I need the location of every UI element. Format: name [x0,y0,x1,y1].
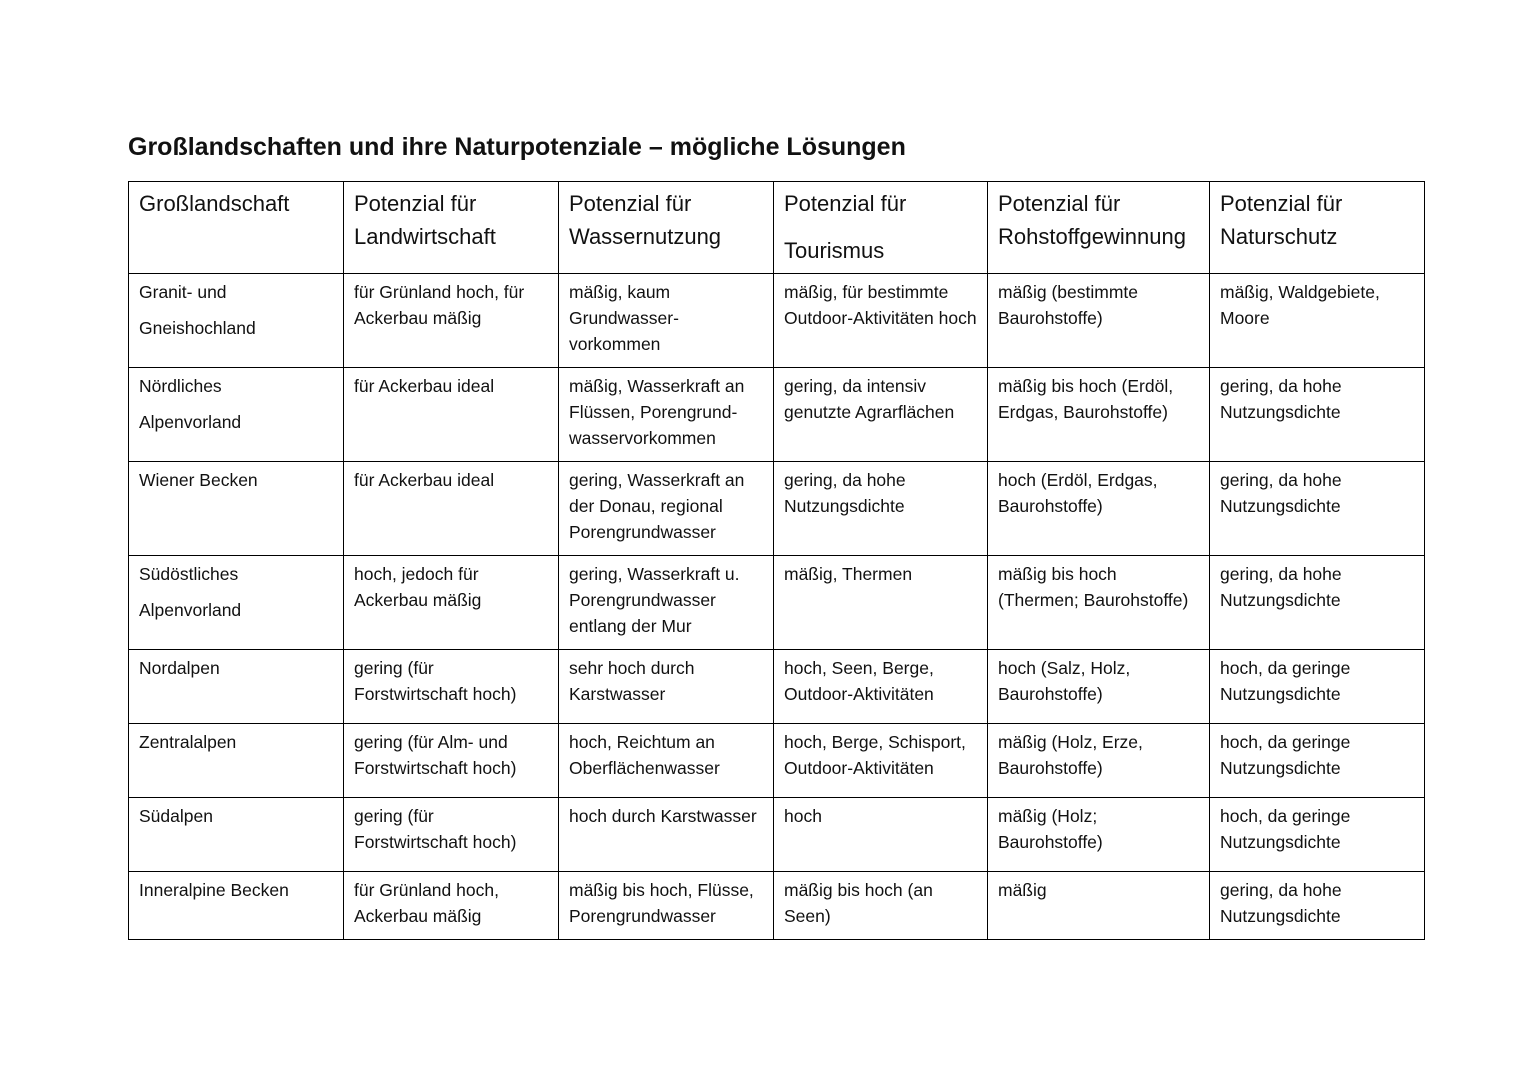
cell-landscape: Nordalpen [129,650,344,724]
header-tourismus: Potenzial für Tourismus [774,182,988,274]
cell-naturschutz: gering, da hohe Nutzungsdichte [1210,368,1425,462]
cell-landwirtschaft: gering (für Forstwirtschaft hoch) [344,650,559,724]
cell-tourismus: mäßig, für bestimmte Outdoor-Aktivitäten hoch [774,274,988,368]
cell-tourismus: hoch [774,798,988,872]
cell-landscape: Inneralpine Becken [129,872,344,940]
cell-landwirtschaft: für Grünland hoch, Ackerbau mäßig [344,872,559,940]
cell-rohstoff: mäßig (bestimmte Baurohstoffe) [988,274,1210,368]
cell-landscape: Granit- und Gneishochland [129,274,344,368]
cell-wassernutzung: mäßig, Wasserkraft an Flüssen, Porengrund-wasservorkommen [559,368,774,462]
cell-tourismus: mäßig bis hoch (an Seen) [774,872,988,940]
table-row [129,872,1425,940]
table-header-row [129,182,1425,274]
cell-wassernutzung: gering, Wasserkraft u. Porengrundwasser entlang der Mur [559,556,774,650]
cell-naturschutz: mäßig, Waldgebiete, Moore [1210,274,1425,368]
cell-tourismus: mäßig, Thermen [774,556,988,650]
cell-tourismus: gering, da intensiv genutzte Agrarflächen [774,368,988,462]
cell-wassernutzung: sehr hoch durch Karstwasser [559,650,774,724]
table-row [129,368,1425,462]
cell-wassernutzung: mäßig bis hoch, Flüsse, Porengrundwasser [559,872,774,940]
cell-wassernutzung: hoch durch Karstwasser [559,798,774,872]
cell-naturschutz: hoch, da geringe Nutzungsdichte [1210,724,1425,798]
cell-naturschutz: gering, da hohe Nutzungsdichte [1210,872,1425,940]
cell-wassernutzung: mäßig, kaum Grundwasser-vorkommen [559,274,774,368]
header-landwirtschaft: Potenzial für Landwirtschaft [344,182,559,274]
header-rohstoffgewinnung: Potenzial für Rohstoffgewinnung [988,182,1210,274]
cell-naturschutz: gering, da hohe Nutzungsdichte [1210,556,1425,650]
cell-landscape: Südöstliches Alpenvorland [129,556,344,650]
cell-rohstoff: mäßig bis hoch (Erdöl, Erdgas, Baurohstoffe) [988,368,1210,462]
cell-landwirtschaft: für Ackerbau ideal [344,368,559,462]
cell-tourismus: hoch, Seen, Berge, Outdoor-Aktivitäten [774,650,988,724]
table-row [129,724,1425,798]
cell-naturschutz: gering, da hohe Nutzungsdichte [1210,462,1425,556]
cell-wassernutzung: hoch, Reichtum an Oberflächenwasser [559,724,774,798]
cell-rohstoff: hoch (Salz, Holz, Baurohstoffe) [988,650,1210,724]
table-row [129,556,1425,650]
cell-rohstoff: mäßig (Holz, Erze, Baurohstoffe) [988,724,1210,798]
table-row [129,274,1425,368]
cell-landwirtschaft: gering (für Alm- und Forstwirtschaft hoch) [344,724,559,798]
cell-landwirtschaft: hoch, jedoch für Ackerbau mäßig [344,556,559,650]
cell-rohstoff: mäßig bis hoch (Thermen; Baurohstoffe) [988,556,1210,650]
cell-landwirtschaft: für Ackerbau ideal [344,462,559,556]
page-title: Großlandschaften und ihre Naturpotenziale – mögliche Lösungen [128,133,906,161]
header-wassernutzung: Potenzial für Wassernutzung [559,182,774,274]
cell-naturschutz: hoch, da geringe Nutzungsdichte [1210,798,1425,872]
cell-rohstoff: mäßig [988,872,1210,940]
cell-tourismus: gering, da hohe Nutzungsdichte [774,462,988,556]
table-row [129,650,1425,724]
cell-landscape: Zentralalpen [129,724,344,798]
table-row [129,462,1425,556]
potential-table [128,181,1425,940]
cell-landwirtschaft: gering (für Forstwirtschaft hoch) [344,798,559,872]
cell-landscape: Wiener Becken [129,462,344,556]
cell-naturschutz: hoch, da geringe Nutzungsdichte [1210,650,1425,724]
cell-landwirtschaft: für Grünland hoch, für Ackerbau mäßig [344,274,559,368]
cell-landscape: Nördliches Alpenvorland [129,368,344,462]
cell-landscape: Südalpen [129,798,344,872]
cell-tourismus: hoch, Berge, Schisport, Outdoor-Aktivitäten [774,724,988,798]
table-row [129,798,1425,872]
cell-wassernutzung: gering, Wasserkraft an der Donau, regional Porengrundwasser [559,462,774,556]
cell-rohstoff: hoch (Erdöl, Erdgas, Baurohstoffe) [988,462,1210,556]
cell-rohstoff: mäßig (Holz; Baurohstoffe) [988,798,1210,872]
header-landscape: Großlandschaft [129,182,344,274]
header-naturschutz: Potenzial für Naturschutz [1210,182,1425,274]
